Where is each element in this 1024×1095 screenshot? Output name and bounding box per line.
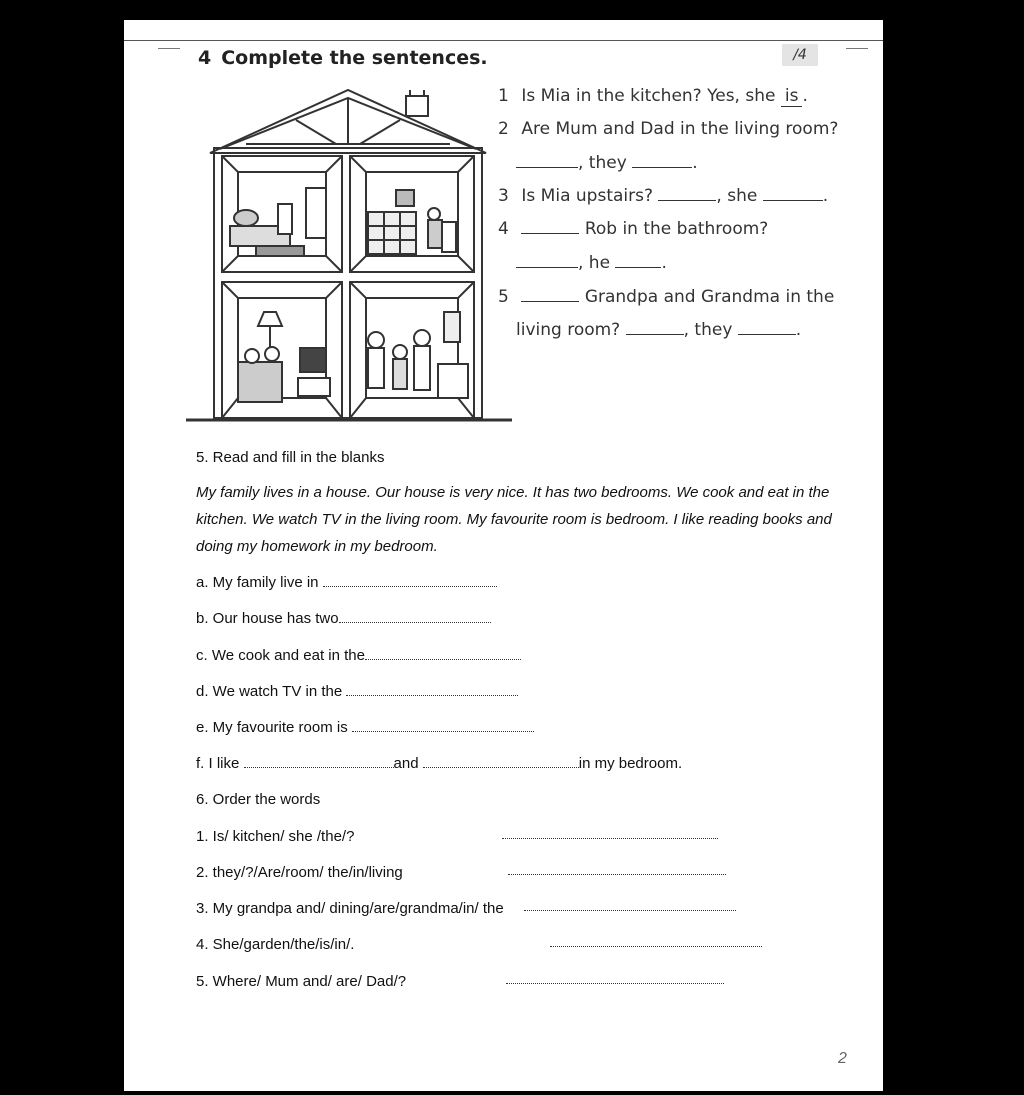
ex4-q1-number: 1	[498, 86, 509, 106]
ex5-f-text-1: f. I like	[196, 755, 240, 772]
ex5-item-d	[196, 683, 518, 700]
exercise-5-title: 5. Read and fill in the blanks	[196, 449, 385, 466]
ex4-q5-blank-1[interactable]	[626, 320, 684, 335]
exercise-4-number: 4	[198, 47, 212, 69]
ex4-q4-part1: , he	[578, 253, 611, 273]
ex4-q3-text: Is Mia upstairs?	[521, 186, 653, 206]
ex5-f-blank-1[interactable]	[244, 755, 394, 768]
ex5-item-f	[196, 755, 682, 772]
ex4-q5-number: 5	[498, 287, 509, 307]
score-box: /4	[782, 44, 818, 66]
ex4-question-3	[498, 186, 828, 206]
ex5-a-text: a. My family live in	[196, 574, 319, 591]
ex6-item-3: 3. My grandpa and/ dining/are/grandma/in/ the	[196, 900, 504, 917]
ex6-item-2: 2. they/?/Are/room/ the/in/living	[196, 864, 403, 881]
page-number: 2	[838, 1050, 847, 1067]
ex6-blank-3[interactable]	[524, 898, 736, 911]
ex6-answer-3	[524, 898, 736, 915]
ex4-q3-end: .	[822, 186, 829, 206]
ex6-blank-4[interactable]	[550, 934, 762, 947]
top-rule	[124, 40, 883, 41]
ex4-q4-number: 4	[498, 219, 509, 239]
exercise-4-title: Complete the sentences.	[221, 47, 488, 69]
ex6-answer-2	[508, 862, 726, 879]
ex4-q1-end: .	[802, 86, 808, 106]
ex4-question-1	[498, 86, 808, 107]
worksheet-page	[124, 20, 883, 1091]
ex5-b-blank[interactable]	[339, 610, 491, 623]
crop-mark-left	[158, 40, 180, 49]
ex4-q3-number: 3	[498, 186, 509, 206]
ex6-item-1: 1. Is/ kitchen/ she /the/?	[196, 828, 355, 845]
exercise-4-heading	[198, 47, 488, 69]
ex5-item-a	[196, 574, 497, 591]
ex5-c-text: c. We cook and eat in the	[196, 647, 365, 664]
ex6-answer-1	[502, 826, 718, 843]
ex5-f-text-2: and	[393, 755, 419, 772]
ex5-item-e	[196, 719, 534, 736]
ex6-item-5: 5. Where/ Mum and/ are/ Dad/?	[196, 973, 407, 990]
ex4-q1-answer[interactable]: is	[781, 86, 803, 107]
ex4-q4-blank-verb[interactable]	[521, 219, 579, 234]
ex4-q5-blank-2[interactable]	[738, 320, 796, 335]
ex5-e-text: e. My favourite room is	[196, 719, 348, 736]
ex6-blank-1[interactable]	[502, 826, 718, 839]
ex4-q2-part1: , they	[578, 153, 627, 173]
ex6-blank-2[interactable]	[508, 862, 726, 875]
ex4-q3-part1: , she	[716, 186, 758, 206]
ex5-a-blank[interactable]	[323, 574, 497, 587]
house-illustration	[186, 86, 512, 431]
ex5-b-text: b. Our house has two	[196, 610, 339, 627]
ex6-answer-5	[506, 971, 724, 988]
ex4-q4-blank-2[interactable]	[615, 253, 661, 268]
ex4-q5-blank-verb[interactable]	[521, 287, 579, 302]
ex4-q5-line2: living room?	[516, 320, 621, 340]
ex6-answer-4	[550, 934, 762, 951]
ex5-f-blank-2[interactable]	[423, 755, 579, 768]
ex4-question-2-answer	[516, 153, 698, 173]
ex5-d-blank[interactable]	[346, 683, 518, 696]
ex4-q3-blank-1[interactable]	[658, 186, 716, 201]
ex5-item-c	[196, 647, 521, 664]
ex4-q2-number: 2	[498, 119, 509, 139]
ex4-q4-text: Rob in the bathroom?	[584, 219, 769, 239]
ex5-d-text: d. We watch TV in the	[196, 683, 343, 700]
ex4-q2-text: Are Mum and Dad in the living room?	[521, 119, 839, 139]
crop-mark-right	[846, 40, 868, 49]
ex4-q4-end: .	[661, 253, 667, 273]
ex4-q5-text: Grandpa and Grandma in the	[584, 287, 835, 307]
ex4-q2-blank-1[interactable]	[516, 153, 578, 168]
ex4-question-2	[498, 119, 838, 139]
exercise-6-title: 6. Order the words	[196, 791, 321, 808]
ex4-q5-part1: , they	[683, 320, 733, 340]
ex5-e-blank[interactable]	[352, 719, 534, 732]
ex4-q2-blank-2[interactable]	[632, 153, 692, 168]
ex5-f-text-3: in my bedroom.	[578, 755, 683, 772]
ex4-q2-end: .	[692, 153, 698, 173]
ex4-q4-blank-1[interactable]	[516, 253, 578, 268]
ex6-blank-5[interactable]	[506, 971, 724, 984]
ex5-item-b	[196, 610, 491, 627]
ex4-question-5	[498, 287, 834, 307]
exercise-5-paragraph: My family lives in a house. Our house is very nice. It has two bedrooms. We cook and eat in the kitchen. We watch TV in the living room. My favourite room is bedroom. I like reading books and doing my homework in my bedroom.	[196, 484, 832, 555]
ex5-c-blank[interactable]	[365, 647, 521, 660]
ex4-question-5-answer	[516, 320, 801, 340]
ex4-question-4	[498, 219, 768, 239]
ex4-q1-text: Is Mia in the kitchen? Yes, she	[521, 86, 776, 106]
ex4-q3-blank-2[interactable]	[763, 186, 823, 201]
ex4-q5-end: .	[795, 320, 802, 340]
ex6-item-4: 4. She/garden/the/is/in/.	[196, 936, 355, 953]
ex4-question-4-answer	[516, 253, 667, 273]
